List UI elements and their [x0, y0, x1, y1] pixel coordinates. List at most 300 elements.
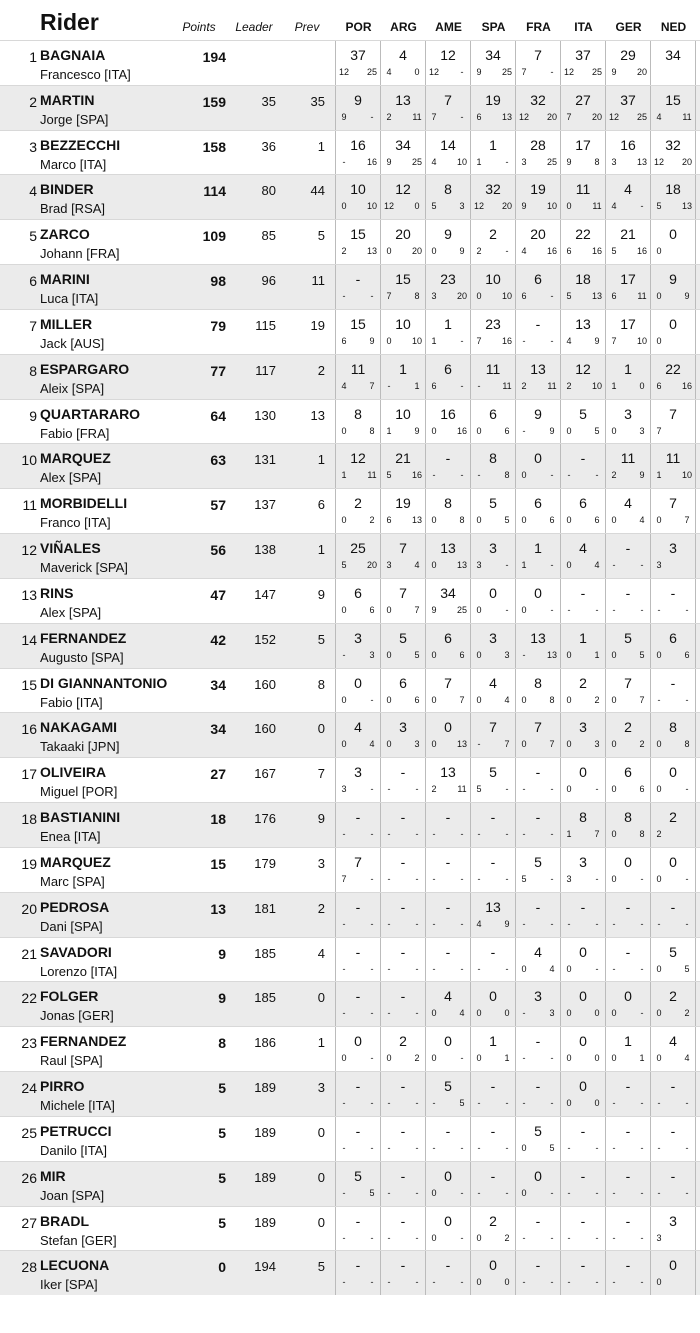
race-breakdown: [471, 647, 515, 661]
race-points: -: [550, 1187, 554, 1198]
race-cell: [516, 1072, 561, 1116]
race-total: 32: [530, 91, 546, 108]
race-cell: [471, 1072, 516, 1116]
race-points: -: [370, 1098, 374, 1109]
race-breakdown: [471, 1050, 515, 1064]
rider-first-name: Raul [SPA]: [40, 1053, 103, 1069]
race-points: 9: [639, 470, 645, 481]
rider-race-results: [336, 265, 696, 309]
sprint-points: 0: [611, 694, 617, 705]
sprint-points: -: [612, 963, 616, 974]
rider-race-results: [336, 669, 696, 713]
sprint-points: 0: [566, 694, 572, 705]
sprint-points: 0: [656, 335, 662, 346]
race-cell: [471, 489, 516, 533]
race-total: 0: [354, 1033, 362, 1050]
race-cell: [381, 489, 426, 533]
race-breakdown: [471, 333, 515, 347]
race-breakdown: [471, 243, 515, 257]
sprint-points: -: [387, 1098, 391, 1109]
race-cell: [426, 310, 471, 354]
rider-gap-leader: 137: [254, 497, 276, 513]
race-total: 0: [669, 226, 677, 243]
race-total: 0: [624, 853, 632, 870]
race-breakdown: [516, 288, 560, 302]
sprint-points: -: [612, 1187, 616, 1198]
race-points: -: [640, 1187, 644, 1198]
sprint-points: -: [477, 1142, 481, 1153]
sprint-points: 0: [386, 739, 392, 750]
race-cell: [516, 1027, 561, 1071]
race-points: 5: [414, 649, 420, 660]
race-breakdown: [471, 1140, 515, 1154]
rider-gap-prev: [278, 41, 336, 85]
rider-gap-leader: 189: [254, 1169, 276, 1185]
sprint-points: 7: [611, 335, 617, 346]
sprint-points: 5: [566, 291, 572, 302]
sprint-points: 3: [566, 873, 572, 884]
race-cell: [426, 1117, 471, 1161]
race-points: 2: [414, 1053, 420, 1064]
race-breakdown: [381, 557, 425, 571]
race-total: 0: [444, 1033, 452, 1050]
header-race-spa: SPA: [481, 20, 506, 34]
race-breakdown: [651, 378, 695, 392]
race-total: -: [535, 898, 541, 915]
race-total: -: [400, 898, 406, 915]
race-points: -: [505, 156, 509, 167]
race-breakdown: [651, 512, 695, 526]
race-total: 7: [534, 47, 542, 63]
sprint-points: -: [522, 649, 526, 660]
rider-points: 5: [218, 1080, 226, 1097]
race-total: 7: [489, 719, 497, 736]
race-cell: [561, 1207, 606, 1251]
race-cell: [516, 1117, 561, 1161]
table-row: [0, 488, 700, 533]
race-total: 5: [534, 853, 542, 870]
sprint-points: 0: [431, 515, 437, 526]
race-points: 7: [549, 739, 555, 750]
race-total: 3: [399, 719, 407, 736]
race-cell: [561, 310, 606, 354]
rider-gap-leader: 147: [254, 586, 276, 602]
race-breakdown: [651, 647, 695, 661]
rider-last-name: LECUONA: [40, 1257, 110, 1274]
rider-points: 57: [210, 497, 226, 514]
race-cell: [606, 1207, 651, 1251]
race-breakdown: [516, 557, 560, 571]
race-points: 10: [411, 335, 422, 346]
race-breakdown: [381, 467, 425, 481]
race-total: 1: [624, 1033, 632, 1050]
race-points: -: [460, 963, 464, 974]
race-total: 3: [489, 540, 497, 557]
race-breakdown: [516, 467, 560, 481]
rider-name: [40, 220, 168, 264]
race-total: 3: [624, 405, 632, 422]
table-row: [0, 40, 700, 85]
race-cell: [426, 624, 471, 668]
race-points: 4: [504, 694, 510, 705]
rider-position: 9: [29, 407, 37, 424]
race-cell: [561, 131, 606, 175]
race-points: -: [415, 918, 419, 929]
header-prev: Prev: [294, 20, 320, 34]
rider-name: [40, 982, 168, 1026]
race-points: 9: [369, 335, 375, 346]
table-row: [0, 981, 700, 1026]
sprint-points: 0: [611, 515, 617, 526]
rider-last-name: MILLER: [40, 315, 93, 332]
table-row: [0, 219, 700, 264]
race-cell: [381, 1207, 426, 1251]
rider-gap-prev: 7: [278, 758, 336, 802]
race-total: -: [445, 943, 451, 960]
rider-points: 34: [210, 721, 226, 738]
race-breakdown: [651, 1095, 695, 1109]
sprint-points: 12: [654, 156, 665, 167]
race-cell: [561, 1117, 606, 1161]
race-breakdown: [651, 1274, 695, 1288]
race-points: 20: [591, 111, 602, 122]
race-total: 10: [395, 405, 411, 422]
race-breakdown: [381, 692, 425, 706]
race-points: -: [505, 246, 509, 257]
race-breakdown: [561, 333, 605, 347]
race-points: 0: [504, 1008, 510, 1019]
race-breakdown: [561, 736, 605, 750]
sprint-points: -: [432, 829, 436, 840]
race-total: 0: [669, 764, 677, 781]
race-total: 4: [579, 540, 587, 557]
race-breakdown: [561, 1274, 605, 1288]
rider-name: [40, 489, 168, 533]
sprint-points: 9: [566, 156, 572, 167]
rider-name: [40, 41, 168, 85]
rider-first-name: Marc [SPA]: [40, 873, 105, 889]
race-breakdown: [516, 916, 560, 930]
race-total: 0: [624, 988, 632, 1005]
sprint-points: 0: [566, 649, 572, 660]
race-points: 16: [501, 335, 512, 346]
race-points: 9: [504, 918, 510, 929]
race-breakdown: [336, 871, 380, 885]
rider-first-name: Enea [ITA]: [40, 829, 101, 845]
race-breakdown: [471, 288, 515, 302]
sprint-points: -: [342, 1232, 346, 1243]
sprint-points: 2: [386, 111, 392, 122]
sprint-points: -: [342, 649, 346, 660]
rider-gap-leader: 167: [254, 766, 276, 782]
rider-last-name: BINDER: [40, 181, 94, 198]
race-cell: [651, 1207, 696, 1251]
header-race-fra: FRA: [526, 20, 551, 34]
race-total: -: [625, 584, 631, 601]
race-points: 10: [636, 335, 647, 346]
rider-name: [40, 848, 168, 892]
sprint-points: 2: [611, 470, 617, 481]
race-cell: [606, 489, 651, 533]
sprint-points: 0: [521, 515, 527, 526]
race-total: -: [400, 1167, 406, 1184]
rider-gap-prev: 6: [278, 489, 336, 533]
race-breakdown: [561, 423, 605, 437]
race-cell: [336, 938, 381, 982]
race-cell: [336, 131, 381, 175]
sprint-points: 0: [476, 649, 482, 660]
rider-name: [40, 713, 168, 757]
race-cell: [606, 713, 651, 757]
rider-gap-prev: 1: [278, 444, 336, 488]
sprint-points: 0: [431, 1008, 437, 1019]
race-total: -: [355, 988, 361, 1005]
race-total: -: [535, 809, 541, 826]
race-points: 25: [366, 67, 377, 77]
race-points: [682, 426, 692, 437]
rider-name: [40, 444, 168, 488]
sprint-points: 4: [386, 67, 392, 77]
rider-position: 13: [21, 586, 37, 603]
sprint-points: 4: [341, 380, 347, 391]
rider-gap-leader: 176: [254, 811, 276, 827]
sprint-points: 0: [566, 739, 572, 750]
race-points: -: [550, 873, 554, 884]
race-total: -: [625, 943, 631, 960]
rider-gap-leader: 186: [254, 1035, 276, 1051]
race-cell: [561, 1162, 606, 1206]
race-total: 37: [620, 91, 636, 108]
race-cell: [381, 131, 426, 175]
race-cell: [516, 669, 561, 713]
race-breakdown: [651, 692, 695, 706]
race-breakdown: [381, 736, 425, 750]
sprint-points: 0: [431, 649, 437, 660]
race-cell: [426, 1162, 471, 1206]
sprint-points: 3: [431, 291, 437, 302]
race-cell: [516, 86, 561, 130]
sprint-points: 0: [476, 604, 482, 615]
rider-gap-leader: 36: [261, 138, 276, 154]
race-points: 9: [594, 335, 600, 346]
race-points: 7: [594, 829, 600, 840]
race-points: 8: [684, 739, 690, 750]
rider-race-results: [336, 579, 696, 623]
race-breakdown: [606, 378, 650, 392]
sprint-points: 4: [521, 246, 527, 257]
rider-last-name: BASTIANINI: [40, 809, 121, 826]
race-breakdown: [426, 243, 470, 257]
race-cell: [471, 848, 516, 892]
rider-name: [40, 1117, 168, 1161]
sprint-points: -: [432, 963, 436, 974]
sprint-points: -: [387, 380, 391, 391]
sprint-points: -: [567, 604, 571, 615]
race-points: 3: [459, 201, 465, 212]
race-breakdown: [516, 423, 560, 437]
race-total: -: [625, 540, 631, 557]
sprint-points: 0: [566, 963, 572, 974]
rider-gap-leader: 160: [254, 721, 276, 737]
race-points: 13: [366, 246, 377, 257]
race-points: -: [415, 829, 419, 840]
race-cell: [381, 1251, 426, 1295]
race-cell: [381, 669, 426, 713]
race-points: -: [595, 963, 599, 974]
race-cell: [561, 713, 606, 757]
rider-race-results: [336, 534, 696, 578]
race-total: 12: [395, 181, 411, 198]
race-breakdown: [381, 378, 425, 392]
race-cell: [651, 131, 696, 175]
rider-gap-prev: 3: [278, 848, 336, 892]
race-total: 7: [444, 91, 452, 108]
rider-race-results: [336, 1117, 696, 1161]
race-breakdown: [471, 1274, 515, 1288]
race-points: 13: [411, 515, 422, 526]
race-total: 14: [440, 136, 456, 153]
race-points: -: [370, 694, 374, 705]
race-total: -: [670, 674, 676, 691]
race-breakdown: [336, 692, 380, 706]
sprint-points: 0: [611, 1053, 617, 1064]
sprint-points: -: [612, 1232, 616, 1243]
race-breakdown: [426, 1005, 470, 1019]
race-breakdown: [561, 154, 605, 168]
rider-position: 18: [21, 811, 37, 828]
race-total: -: [445, 450, 451, 467]
rider-gap-leader: 189: [254, 1124, 276, 1140]
race-total: 13: [575, 315, 591, 332]
race-cell: [426, 444, 471, 488]
race-cell: [516, 534, 561, 578]
race-cell: [336, 86, 381, 130]
race-points: 8: [594, 156, 600, 167]
race-cell: [471, 713, 516, 757]
rider-name: [40, 669, 168, 713]
race-cell: [336, 1027, 381, 1071]
race-total: 13: [530, 360, 546, 377]
race-total: 2: [624, 719, 632, 736]
race-breakdown: [336, 781, 380, 795]
rider-name: [40, 1162, 168, 1206]
race-breakdown: [471, 602, 515, 616]
rider-first-name: Luca [ITA]: [40, 291, 99, 307]
race-cell: [381, 175, 426, 219]
race-total: 1: [489, 1033, 497, 1050]
sprint-points: -: [342, 918, 346, 929]
race-points: -: [370, 918, 374, 929]
race-points: -: [415, 963, 419, 974]
race-cell: [381, 1072, 426, 1116]
rider-last-name: OLIVEIRA: [40, 764, 107, 781]
race-cell: [426, 893, 471, 937]
sprint-points: -: [522, 1098, 526, 1109]
sprint-points: -: [522, 1232, 526, 1243]
race-points: -: [460, 829, 464, 840]
race-breakdown: [651, 557, 695, 571]
race-total: 4: [489, 674, 497, 691]
sprint-points: 4: [476, 918, 482, 929]
sprint-points: 0: [656, 515, 662, 526]
race-total: -: [580, 450, 586, 467]
race-total: 23: [485, 315, 501, 332]
sprint-points: -: [387, 1232, 391, 1243]
race-total: 0: [534, 450, 542, 467]
rider-gap-prev: 35: [278, 86, 336, 130]
rider-first-name: Miguel [POR]: [40, 784, 118, 800]
race-breakdown: [651, 1140, 695, 1154]
race-total: -: [400, 1122, 406, 1139]
race-cell: [336, 1207, 381, 1251]
race-cell: [471, 265, 516, 309]
sprint-points: -: [432, 1142, 436, 1153]
rider-gap-prev: 13: [278, 400, 336, 444]
race-points: -: [595, 1277, 599, 1288]
sprint-points: -: [657, 1187, 661, 1198]
rider-last-name: SAVADORI: [40, 943, 112, 960]
race-total: 0: [444, 719, 452, 736]
rider-last-name: MARQUEZ: [40, 450, 111, 467]
race-cell: [651, 982, 696, 1026]
race-cell: [516, 175, 561, 219]
race-points: 13: [501, 111, 512, 122]
race-total: 19: [485, 91, 501, 108]
sprint-points: 0: [566, 1008, 572, 1019]
race-points: 13: [636, 156, 647, 167]
race-cell: [561, 355, 606, 399]
race-points: [682, 1277, 692, 1288]
sprint-points: -: [522, 784, 526, 795]
table-row: [0, 668, 700, 713]
header-rider: Rider: [40, 9, 99, 35]
rider-gap-prev: 0: [278, 982, 336, 1026]
sprint-points: 0: [341, 425, 347, 436]
race-points: 25: [501, 67, 512, 77]
race-points: 0: [594, 1053, 600, 1064]
rider-points: 47: [210, 586, 226, 603]
race-cell: [426, 669, 471, 713]
race-points: -: [640, 1277, 644, 1288]
race-breakdown: [561, 692, 605, 706]
sprint-points: 0: [386, 1053, 392, 1064]
race-breakdown: [471, 557, 515, 571]
sprint-points: -: [342, 1277, 346, 1288]
table-row: [0, 443, 700, 488]
sprint-points: 0: [611, 829, 617, 840]
race-cell: [381, 1117, 426, 1161]
race-breakdown: [516, 1005, 560, 1019]
race-points: 16: [546, 246, 557, 257]
race-cell: [606, 669, 651, 713]
race-cell: [471, 175, 516, 219]
race-breakdown: [381, 1274, 425, 1288]
race-total: 0: [534, 584, 542, 601]
race-total: 32: [665, 136, 681, 153]
header-race-por: POR: [345, 20, 372, 34]
sprint-points: -: [522, 918, 526, 929]
race-points: -: [460, 1053, 464, 1064]
race-breakdown: [651, 736, 695, 750]
race-points: 10: [591, 380, 602, 391]
rider-points: 63: [210, 452, 226, 469]
rider-last-name: FERNANDEZ: [40, 1033, 127, 1050]
race-cell: [426, 982, 471, 1026]
sprint-points: -: [522, 335, 526, 346]
rider-race-results: [336, 1072, 696, 1116]
rider-position: 5: [29, 228, 37, 245]
race-points: -: [505, 1142, 509, 1153]
